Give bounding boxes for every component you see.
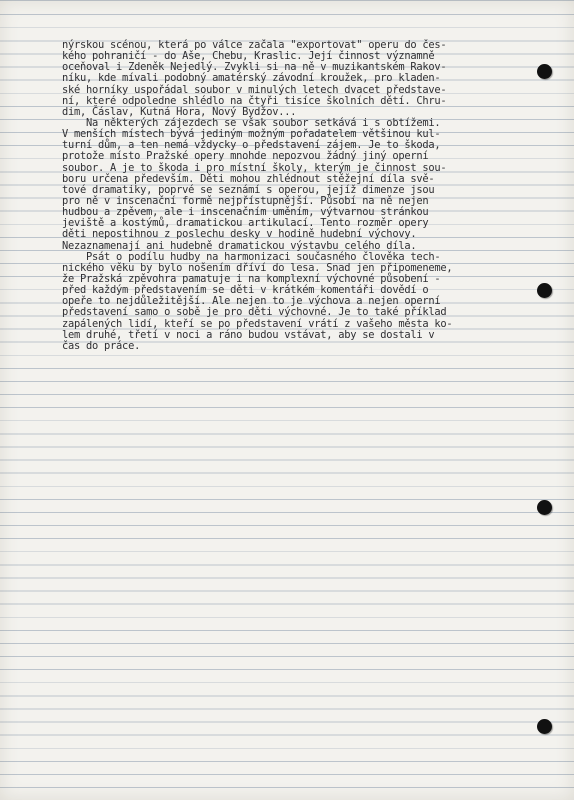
- text-line: ní, které odpoledne shlédlo na čtyři tisíce školních dětí. Chru-: [62, 94, 447, 107]
- punch-hole: [537, 283, 552, 298]
- text-line: tové dramatiky, poprvé se seznámí s operou, jejíž dimenze jsou: [62, 183, 435, 196]
- text-line: dim, Čáslav, Kutná Hora, Nový Bydžov...: [62, 105, 297, 118]
- text-line: před každým představením se děti v krátkém komentáři dovědí o: [62, 284, 429, 297]
- text-line: protože místo Pražské opery mnohde nepozvou žádný jiný operní: [62, 150, 429, 163]
- text-line: kého pohraničí - do Aše, Chebu, Kraslic. Její činnost významně: [62, 50, 435, 63]
- text-line: opeře to nejdůležitější. Ale nejen to je výchova a nejen operní: [62, 295, 441, 308]
- text-line: boru určena především. Děti mohou zhlédnout stěžejní díla svě-: [62, 172, 435, 185]
- text-line: děti nepostihnou z poslechu desky v hodině hudební výchovy.: [62, 228, 417, 241]
- text-line: nýrskou scénou, která po válce začala "exportovat" operu do čes-: [62, 39, 447, 51]
- text-line: představení samo o sobě je pro děti výchovné. Je to také příklad: [62, 306, 447, 319]
- text-line: že Pražská zpěvohra pamatuje i na komplexní výchovné působení -: [62, 272, 441, 285]
- punch-hole: [537, 64, 552, 79]
- text-line: zapálených lidí, kteří se po představení vrátí z vašeho města ko-: [62, 317, 453, 330]
- text-line: lem druhé, třetí v noci a ráno budou vstávat, aby se dostali v: [62, 328, 435, 341]
- text-line: pro ně v inscenační formě nejpřístupnější. Působí na ně nejen: [62, 194, 429, 207]
- text-line: níku, kde mívali podobný amatérský závodní kroužek, pro kladen-: [62, 72, 441, 85]
- text-line: ské horníky uspořádal soubor v minulých letech dvacet představe-: [62, 83, 447, 96]
- text-line: jeviště a kostýmů, dramatickou artikulací. Tento rozměr opery: [62, 217, 429, 230]
- text-line: soubor. A je to škoda i pro místní školy, kterým je činnost sou-: [62, 161, 447, 174]
- text-line: hudbou a zpěvem, ale i inscenačním uměním, výtvarnou stránkou: [62, 206, 429, 219]
- text-line: Na některých zájezdech se však soubor setkává i s obtížemi.: [62, 116, 441, 129]
- text-line: Nezaznamenají ani hudebně dramatickou výstavbu celého díla.: [62, 239, 417, 252]
- text-line: nického věku by bylo nošením dříví do lesa. Snad jen připomeneme,: [62, 261, 453, 274]
- text-line: Psát o podílu hudby na harmonizaci současného člověka tech-: [62, 250, 441, 263]
- punch-hole: [537, 719, 552, 734]
- typewritten-text: [62, 40, 532, 352]
- text-line: oceňoval i Zdeněk Nejedlý. Zvykli si na ně v muzikantském Rakov-: [62, 61, 447, 74]
- text-line: V menších místech bývá jediným možným pořadatelem většinou kul-: [62, 128, 441, 141]
- text-line: turní dům, a ten nemá vždycky o představení zájem. Je to škoda,: [62, 139, 441, 152]
- text-line: čas do práce.: [62, 339, 141, 352]
- punch-hole: [537, 500, 552, 515]
